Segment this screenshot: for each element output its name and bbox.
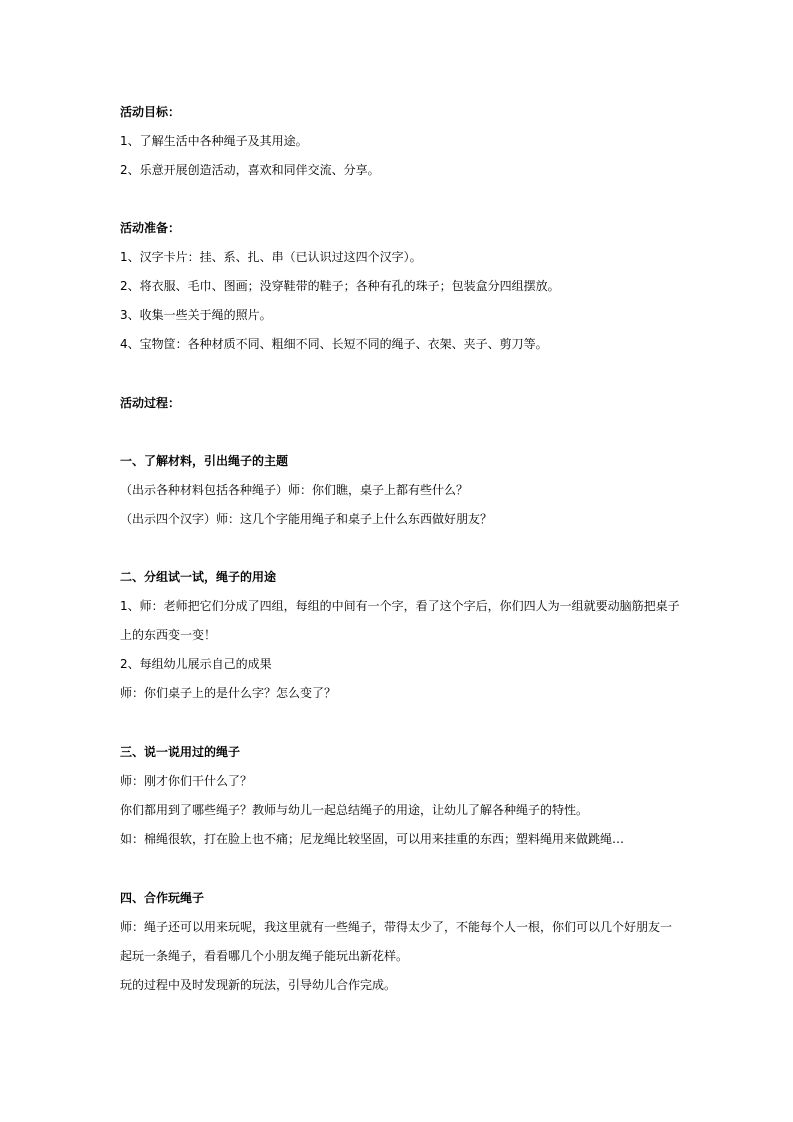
section-4-heading: 四、合作玩绳子	[120, 891, 205, 905]
section-1-line-1: （出示各种材料包括各种绳子）师：你们瞧，桌子上都有些什么？	[120, 483, 469, 497]
section-2-line-3: 2、每组幼儿展示自己的成果	[120, 657, 272, 671]
section-2-line-4: 师：你们桌子上的是什么字？怎么变了？	[120, 686, 337, 700]
prep-item-2: 2、将衣服、毛巾、图画；没穿鞋带的鞋子；各种有孔的珠子；包装盒分四组摆放。	[120, 279, 560, 293]
section-1-heading: 一、了解材料，引出绳子的主题	[120, 454, 289, 468]
section-4-line-2: 起玩一条绳子，看看哪几个小朋友绳子能玩出新花样。	[120, 949, 409, 963]
goals-item-2: 2、乐意开展创造活动，喜欢和同伴交流、分享。	[120, 163, 380, 177]
section-3-line-2: 你们都用到了哪些绳子？教师与幼儿一起总结绳子的用途，让幼儿了解各种绳子的特性。	[120, 803, 589, 817]
prep-item-1: 1、汉字卡片：挂、系、扎、串（已认识过这四个汉字）。	[120, 250, 422, 264]
prep-item-3: 3、收集一些关于绳的照片。	[120, 308, 272, 322]
section-2-heading: 二、分组试一试，绳子的用途	[120, 570, 277, 584]
section-4-line-1: 师：绳子还可以用来玩呢，我这里就有一些绳子，带得太少了，不能每个人一根，你们可以几个好朋友一	[120, 920, 673, 934]
prep-item-4: 4、宝物筐：各种材质不同、粗细不同、长短不同的绳子、衣架、夹子、剪刀等。	[120, 337, 548, 351]
section-4-line-3: 玩的过程中及时发现新的玩法，引导幼儿合作完成。	[120, 978, 397, 992]
section-3-line-1: 师：刚才你们干什么了？	[120, 774, 253, 788]
section-3-line-3: 如：棉绳很软，打在脸上也不痛；尼龙绳比较坚固，可以用来挂重的东西；塑料绳用来做跳绳…	[120, 832, 625, 846]
process-heading: 活动过程：	[120, 396, 181, 410]
goals-item-1: 1、了解生活中各种绳子及其用途。	[120, 134, 308, 148]
section-2-line-1: 1、师：老师把它们分成了四组，每组的中间有一个字，看了这个字后，你们四人为一组就要动脑筋把桌子	[120, 599, 680, 613]
section-1-line-2: （出示四个汉字）师：这几个字能用绳子和桌子上什么东西做好朋友？	[120, 512, 493, 526]
goals-heading: 活动目标：	[120, 105, 181, 119]
section-3-heading: 三、说一说用过的绳子	[120, 745, 241, 759]
prep-heading: 活动准备：	[120, 221, 181, 235]
section-2-line-2: 上的东西变一变！	[120, 628, 217, 642]
